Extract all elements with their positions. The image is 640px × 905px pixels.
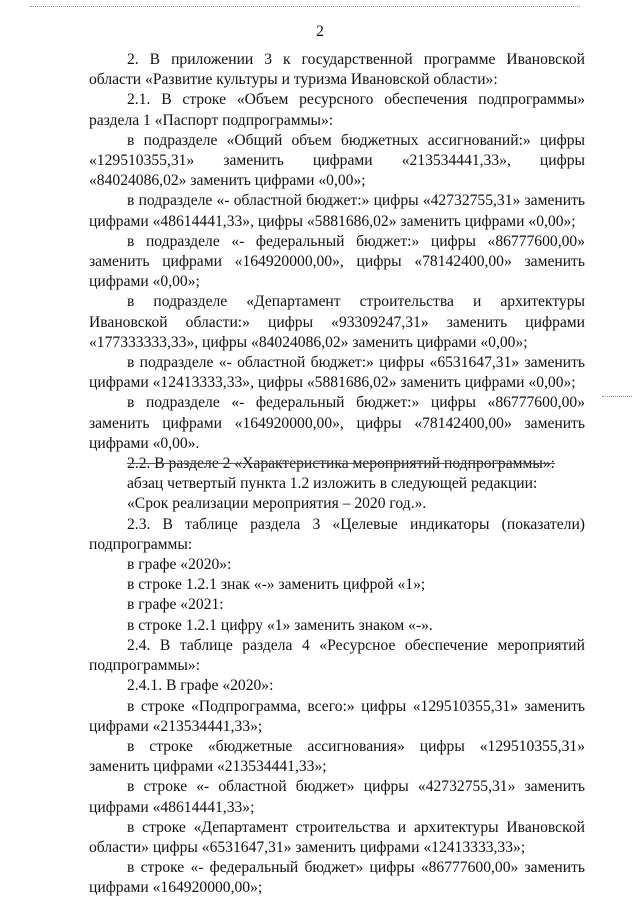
paragraph	[89, 515, 585, 555]
paragraph-text: в строке «- областной бюджет» цифры «42732755,31» заменить цифрами «48614441,33»;	[89, 778, 585, 816]
page-number: 2	[316, 23, 324, 40]
paragraph-text: в подразделе «Общий объем бюджетных ассигнований:» цифры «129510355,31» заменить цифрами «213534441,33», цифры «84024086,02» заменить цифрами «0,00»;	[89, 131, 585, 190]
paragraph-text: в строке «бюджетные ассигнования» цифры «129510355,31» заменить цифрами «213534441,33»;	[89, 737, 585, 776]
paragraph-text: 2.4. В таблице раздела 4 «Ресурсное обеспечение мероприятий подпрограммы»:	[89, 636, 585, 675]
paragraph	[89, 777, 585, 817]
paragraph	[89, 494, 585, 514]
paragraph	[89, 737, 585, 777]
paragraph	[89, 50, 585, 90]
paragraph-text: в подразделе «- областной бюджет:» цифры «6531647,31» заменить цифрами «12413333,33», цифры «5881686,02» заменить цифрами «0,00»;	[89, 354, 585, 392]
paragraph-text: в подразделе «- федеральный бюджет:» цифры «86777600,00» заменить цифрами «164920000,00», цифры «78142400,00» заменить цифрами «0,00»;	[89, 232, 585, 291]
paragraph	[89, 131, 585, 192]
paragraph	[89, 595, 585, 615]
paragraph	[89, 393, 585, 454]
paragraph-text: 2.3. В таблице раздела 3 «Целевые индикаторы (показатели) подпрограммы:	[89, 515, 585, 553]
paragraph-text: в строке «- федеральный бюджет» цифры «86777600,00» заменить цифрами «164920000,00»;	[89, 859, 585, 897]
paragraph-text: 2. В приложении 3 к государственной программе Ивановской области «Развитие культуры и туризма Ивановской области»:	[89, 51, 585, 89]
paragraph	[89, 636, 585, 676]
paragraph	[89, 353, 585, 393]
paragraph-text: «Срок реализации мероприятия – 2020 год.».	[127, 495, 427, 513]
paragraph-text: 2.4.1. В графе «2020»:	[127, 677, 274, 695]
paragraph	[89, 697, 585, 737]
paragraph	[89, 474, 585, 494]
paragraph	[89, 676, 585, 696]
paragraph	[89, 90, 585, 130]
paragraph	[89, 454, 585, 474]
paragraph-text: в подразделе «- областной бюджет:» цифры «42732755,31» заменить цифрами «48614441,33», цифры «5881686,02» заменить цифрами «0,00»;	[89, 192, 585, 230]
paragraph-text: абзац четвертый пункта 1.2 изложить в следующей редакции:	[127, 475, 538, 493]
paragraph	[89, 292, 585, 353]
paragraph	[89, 616, 585, 636]
paragraph-text: в строке «Подпрограмма, всего:» цифры «129510355,31» заменить цифрами «213534441,33»;	[89, 697, 585, 735]
paragraph	[89, 191, 585, 231]
paragraph-text: 2.2. В разделе 2 «Характеристика мероприятий подпрограммы»:	[127, 455, 555, 473]
paragraph	[89, 858, 585, 898]
paragraph-text: в подразделе «Департамент строительства и архитектуры Ивановской области:» цифры «93309247,31» заменить цифрами «177333333,33», цифры «84024086,02» заменить цифрами «0,00»;	[89, 293, 585, 351]
paragraph	[89, 818, 585, 858]
paragraph	[89, 575, 585, 595]
paragraph-text: в графе «2020»:	[127, 556, 232, 574]
paragraph-text: в строке «Департамент строительства и архитектуры Ивановской области» цифры «6531647,31» заменить цифрами «12413333,33»;	[89, 818, 585, 856]
paragraph	[89, 232, 585, 293]
paragraph-text: в графе «2021:	[127, 596, 224, 614]
paragraph	[89, 555, 585, 575]
scan-edge-mark	[602, 396, 632, 397]
document-body	[89, 50, 585, 899]
scan-edge-line	[30, 6, 580, 7]
paragraph-text: в строке 1.2.1 знак «-» заменить цифрой «1»;	[127, 576, 426, 594]
paragraph-text: в подразделе «- федеральный бюджет:» цифры «86777600,00» заменить цифрами «164920000,00», цифры «78142400,00» заменить цифрами «0,00».	[89, 394, 585, 452]
paragraph-text: 2.1. В строке «Объем ресурсного обеспечения подпрограммы» раздела 1 «Паспорт подпрограммы»:	[89, 91, 585, 129]
paragraph-text: в строке 1.2.1 цифру «1» заменить знаком «-».	[127, 616, 433, 634]
